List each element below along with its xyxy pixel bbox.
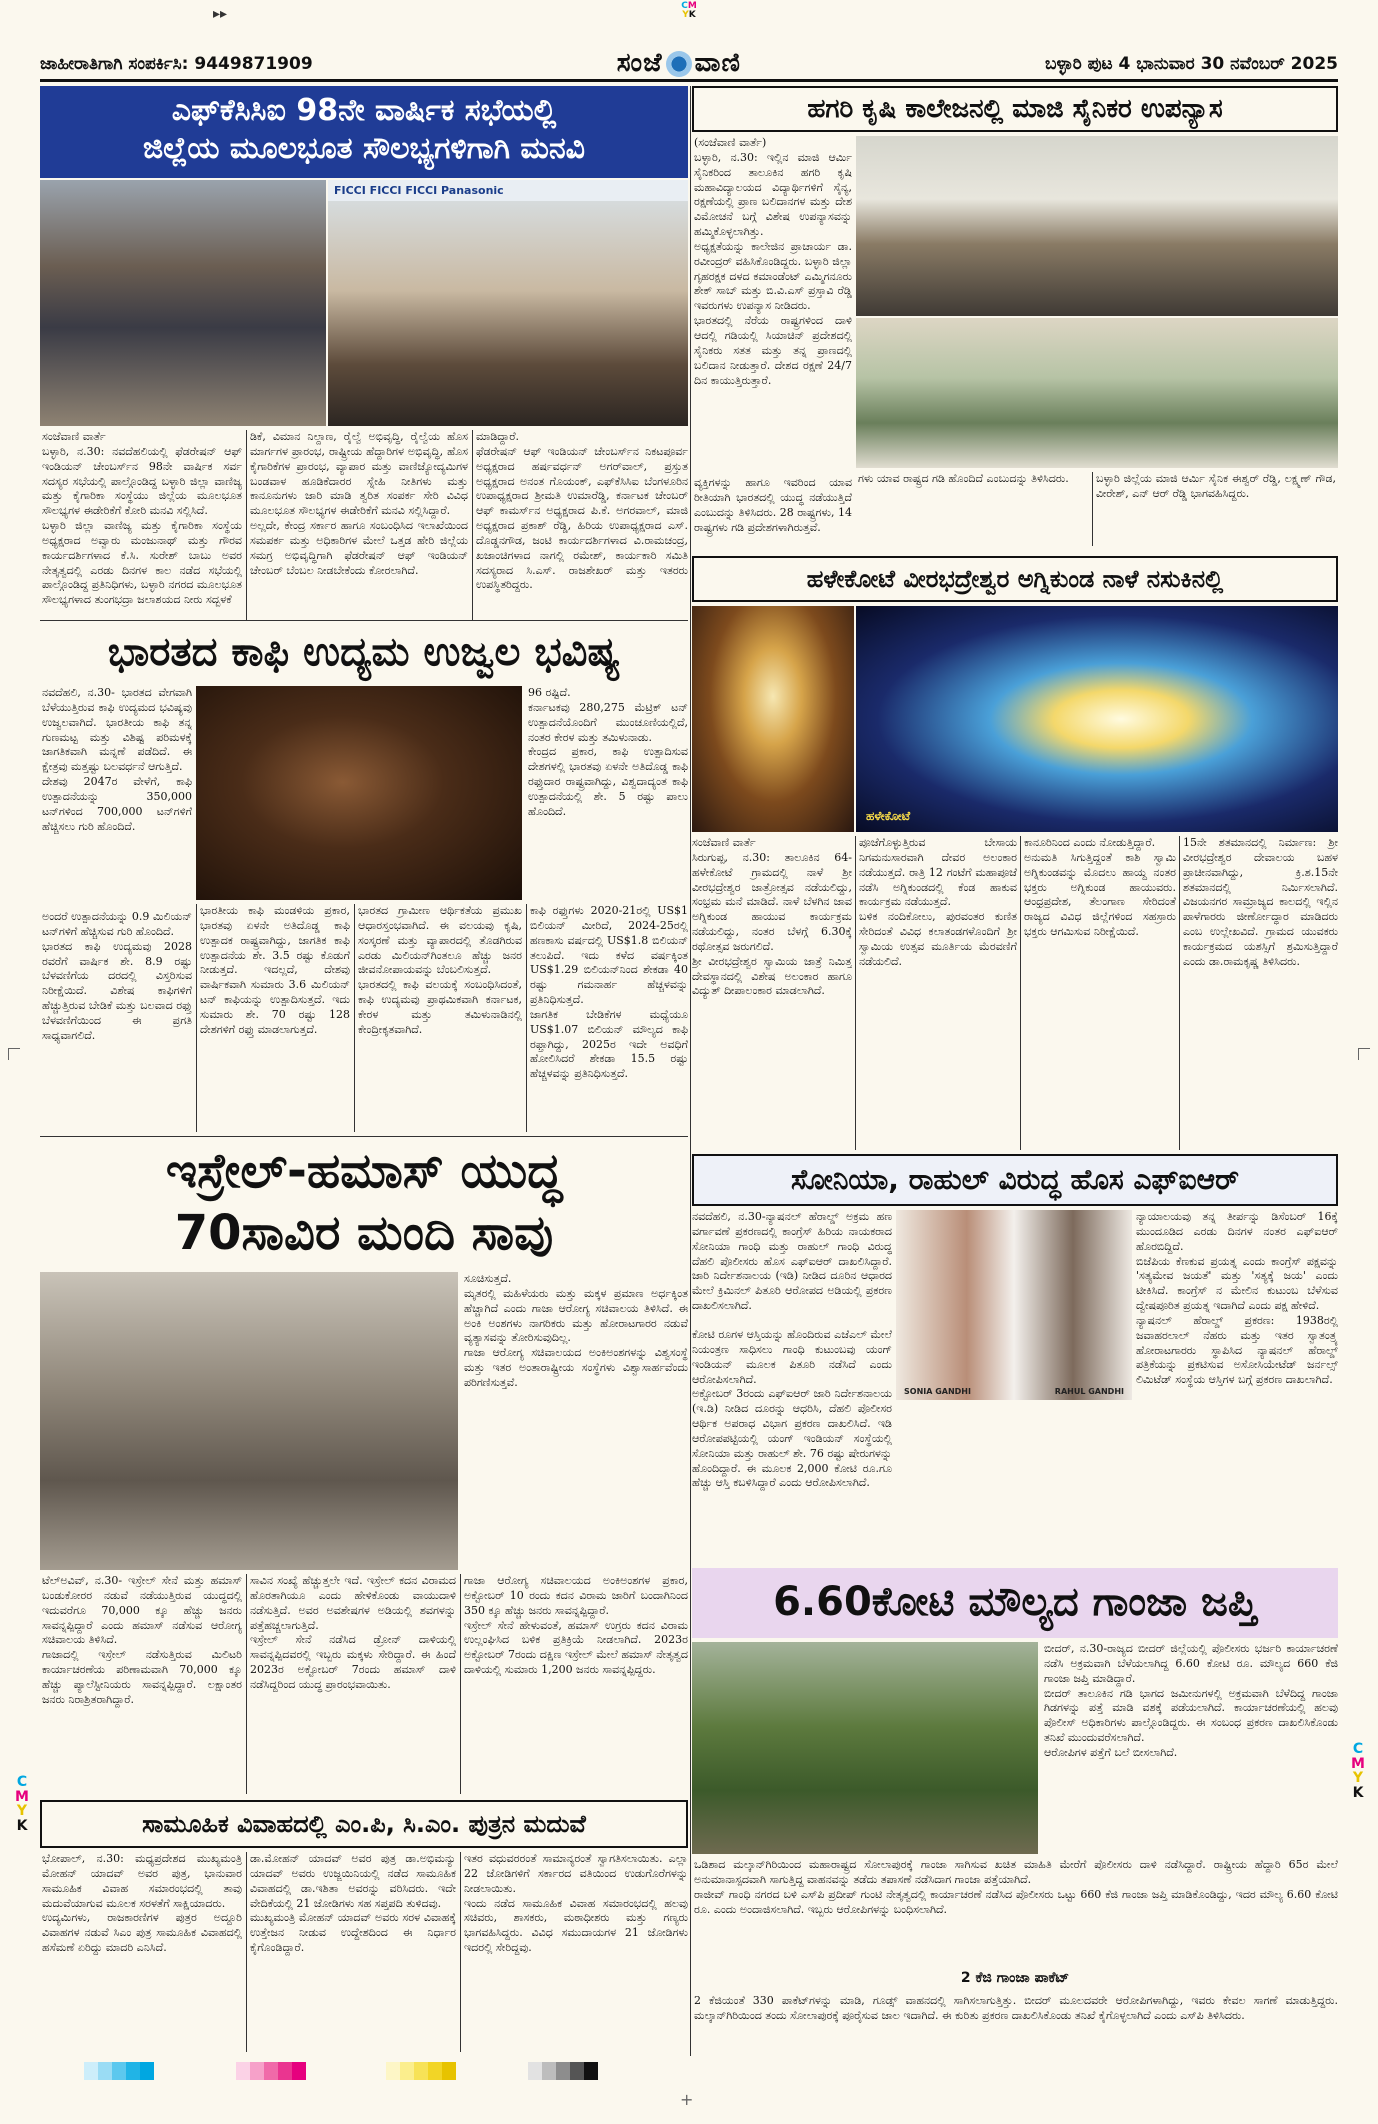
logo-left-text: ಸಂಜೆ	[616, 48, 663, 78]
israel-col-top: ಸೂಚಿಸುತ್ತದೆ. ಮೃತರಲ್ಲಿ ಮಹಿಳೆಯರು ಮತ್ತು ಮಕ್ಕಳ ಪ್ರಮಾಣ ಅರ್ಧಕ್ಕಿಂತ ಹೆಚ್ಚಾಗಿದೆ ಎಂದು ಗಾಜಾ ಆರೋಗ್ಯ ಸಚಿವಾಲಯ ತಿಳಿಸಿದೆ. ಈ ಅಂಕಿ ಅಂಶಗಳು ನಾಗರಿಕರು ಮತ್ತು ಹೋರಾಟಗಾರರ ನಡುವೆ ವ್ಯತ್ಯಾಸವನ್ನು ತೋರಿಸುವುದಿಲ್ಲ. ಗಾಜಾ ಆರೋಗ್ಯ ಸಚಿವಾಲಯದ ಅಂಕಿಅಂಶಗಳನ್ನು ವಿಶ್ವಸಂಸ್ಥೆ ಮತ್ತು ಇತರ ಅಂತಾರಾಷ್ಟ್ರೀಯ ಸಂಸ್ಥೆಗಳು ವಿಶ್ವಾಸಾರ್ಹವೆಂದು ಪರಿಗಣಿಸುತ್ತವೆ.	[464, 1272, 688, 1389]
wedding-col-1: ಭೋಪಾಲ್, ನ.30: ಮಧ್ಯಪ್ರದೇಶದ ಮುಖ್ಯಮಂತ್ರಿ ಮೋಹನ್ ಯಾದವ್ ಅವರ ಪುತ್ರ, ಭಾನುವಾರ ಸಾಮೂಹಿಕ ವಿವಾಹ ಸಮಾರಂಭದಲ್ಲಿ ತಾವು ಮದುವೆಯಾಗುವ ಮೂಲಕ ಸರಳತೆಗೆ ಸಾಕ್ಷಿಯಾದರು. ಉದ್ಯಮಿಗಳು, ರಾಜಕಾರಣಿಗಳ ಪುತ್ರರ ಅದ್ದೂರಿ ವಿವಾಹಗಳ ನಡುವೆ ಸಿಎಂ ಪುತ್ರ ಸಾಮೂಹಿಕ ವಿವಾಹದಲ್ಲಿ ಹಸೆಮಣೆ ಏರಿದ್ದು ಮಾದರಿ ಎನಿಸಿದೆ.	[42, 1852, 242, 1955]
coffee-col-bottom-2: ಭಾರತೀಯ ಕಾಫಿ ಮಂಡಳಿಯ ಪ್ರಕಾರ, ಭಾರತವು ಏಳನೇ ಅತಿದೊಡ್ಡ ಕಾಫಿ ಉತ್ಪಾದಕ ರಾಷ್ಟ್ರವಾಗಿದ್ದು, ಜಾಗತಿಕ ಕಾಫಿ ಉತ್ಪಾದನೆಯ ಶೇ. 3.5 ರಷ್ಟು ಕೊಡುಗೆ ನೀಡುತ್ತದೆ. ಇದಲ್ಲದೆ, ದೇಶವು ವಾರ್ಷಿಕವಾಗಿ ಸುಮಾರು 3.6 ಮಿಲಿಯನ್ ಟನ್ ಕಾಫಿಯನ್ನು ಉತ್ಪಾದಿಸುತ್ತದೆ. ಇದು ಸುಮಾರು ಶೇ. 70 ರಷ್ಟು 128 ದೇಶಗಳಿಗೆ ರಫ್ತು ಮಾಡಲಾಗುತ್ತದೆ.	[200, 904, 350, 1036]
column-rule	[460, 1852, 461, 2052]
column-rule	[246, 430, 247, 620]
israel-col-1: ಟೆಲ್‌ಅವಿವ್, ನ.30- ಇಸ್ರೇಲ್ ಸೇನೆ ಮತ್ತು ಹಮಾಸ್ ಬಂಡುಕೋರರ ನಡುವೆ ನಡೆಯುತ್ತಿರುವ ಯುದ್ಧದಲ್ಲಿ ಇದುವರೆಗೂ 70,000 ಕ್ಕೂ ಹೆಚ್ಚು ಜನರು ಸಾವನ್ನಪ್ಪಿದ್ದಾರೆ ಎಂದು ಹಮಾಸ್ ನಡೆಸುವ ಆರೋಗ್ಯ ಸಚಿವಾಲಯ ತಿಳಿಸಿದೆ. ಗಾಜಾದಲ್ಲಿ ಇಸ್ರೇಲ್ ನಡೆಸುತ್ತಿರುವ ಮಿಲಿಟರಿ ಕಾರ್ಯಾಚರಣೆಯ ಪರಿಣಾಮವಾಗಿ 70,000 ಕ್ಕೂ ಹೆಚ್ಚು ಪ್ಯಾಲೆಸ್ಟೀನಿಯರು ಸಾವನ್ನಪ್ಪಿದ್ದಾರೆ. ಲಕ್ಷಾಂತರ ಜನರು ನಿರಾಶ್ರಿತರಾಗಿದ್ದಾರೆ.	[42, 1574, 242, 1706]
temple-col-3: ಕಾನೂರಿನಿಂದ ಎಂದು ನೋಡುತ್ತಿದ್ದಾರೆ. ಅನುಮತಿ ಸಿಗುತ್ತಿದ್ದಂತೆ ಕಾಶಿ ಸ್ವಾಮಿ ಅಗ್ನಿಕುಂಡವನ್ನು ಮೊದಲು ಹಾಯ್ದ ನಂತರ ಭಕ್ತರು ಅಗ್ನಿಕುಂಡ ಹಾಯುವರು. ಆಂಧ್ರಪ್ರದೇಶ, ತೆಲಂಗಾಣ ಸೇರಿದಂತೆ ರಾಜ್ಯದ ವಿವಿಧ ಜಿಲ್ಲೆಗಳಿಂದ ಸಹಸ್ರಾರು ಭಕ್ತರು ಆಗಮಿಸುವ ನಿರೀಕ್ಷೆಯಿದೆ.	[1024, 836, 1176, 939]
fkcci-headline-line2: ಜಿಲ್ಲೆಯ ಮೂಲಭೂತ ಸೌಲಭ್ಯಗಳಿಗಾಗಿ ಮನವಿ	[142, 130, 585, 166]
wedding-headline: ಸಾಮೂಹಿಕ ವಿವಾಹದಲ್ಲಿ ಎಂ.ಪಿ, ಸಿ.ಎಂ. ಪುತ್ರನ ಮದುವೆ	[40, 1800, 688, 1848]
photo-label-sonia: SONIA GANDHI	[904, 1387, 971, 1396]
column-rule	[526, 904, 527, 1132]
fkcci-col-3: ಮಾಡಿದ್ದಾರೆ. ಫೆಡರೇಷನ್ ಆಫ್ ಇಂಡಿಯನ್ ಚೇಂಬರ್ಸ್‌ನ ನಿಕಟಪೂರ್ವ ಅಧ್ಯಕ್ಷರಾದ ಹರ್ಷವರ್ಧನ್ ಅಗರ್‌ವಾಲ್, ಪ್ರಸ್ತುತ ಅಧ್ಯಕ್ಷರಾದ ಅನಂತ ಗೊಯಂಕ್, ಎಫ್‌ಕೆಸಿಸಿಐ ಬೆಂಗಳೂರಿನ ಉಪಾಧ್ಯಕ್ಷರಾದ ಶ್ರೀಮತಿ ಉಮಾರೆಡ್ಡಿ, ಕರ್ನಾಟಕ ಚೇಂಬರ್ ಆಫ್ ಕಾಮರ್ಸ್‌ನ ಅಧ್ಯಕ್ಷರಾದ ಪಿ.ಕೆ. ಅಗರವಾಲ್, ಮಾಜಿ ಅಧ್ಯಕ್ಷರಾದ ಪ್ರಕಾಶ್ ರೆಡ್ಡಿ, ಹಿರಿಯ ಉಪಾಧ್ಯಕ್ಷರಾದ ಎಸ್. ದೊಡ್ಡನಗೌಡ, ಜಂಟಿ ಕಾರ್ಯದರ್ಶಿಗಳಾದ ವಿ.ರಾಮಚಂದ್ರ, ಖಜಾಂಚಿಗಳಾದ ನಾಗಲ್ಲಿ ರಮೇಶ್, ಕಾರ್ಯಕಾರಿ ಸಮಿತಿ ಸದಸ್ಯರಾದ ಸಿ.ಎಸ್. ರಾಜಶೇಖರ್ ಮತ್ತು ಇತರರು ಉಪಸ್ಥಿತರಿದ್ದರು.	[476, 430, 688, 592]
fkcci-photo-left	[40, 180, 326, 426]
newspaper-logo	[617, 48, 741, 79]
israel-rubble-photo	[40, 1272, 458, 1570]
photo-label-rahul: RAHUL GANDHI	[1054, 1387, 1124, 1396]
crosshair-icon	[8, 1048, 20, 1060]
dateline-place: ಬಳ್ಳಾರಿ	[1044, 53, 1082, 74]
color-bar-cyan	[84, 2062, 154, 2080]
column-rule	[460, 1574, 461, 1794]
temple-photo-caption: ಹಳೇಕೋಟೆ	[866, 809, 911, 823]
cmyk-y: Y	[1352, 1770, 1364, 1787]
sonia-rahul-photo	[896, 1210, 1132, 1400]
page-center-rule	[690, 86, 691, 2056]
ganja-field-photo	[692, 1642, 1038, 1854]
hagari-photo-bottom	[856, 318, 1338, 468]
temple-col-1: ಸಂಜೆವಾಣಿ ವಾರ್ತೆ ಸಿರುಗುಪ್ಪ, ನ.30: ತಾಲೂಕಿನ 64-ಹಳೇಕೋಟೆ ಗ್ರಾಮದಲ್ಲಿ ನಾಳೆ ಶ್ರೀ ವೀರಭದ್ರೇಶ್ವರ ಜಾತ್ರೋತ್ಸವ ನಡೆಯಲಿದ್ದು, ಸಂಭ್ರಮ ಮನೆ ಮಾಡಿದೆ. ನಾಳೆ ಬೆಳಗಿನ ಜಾವ ಅಗ್ನಿಕುಂಡ ಹಾಯುವ ಕಾರ್ಯಕ್ರಮ ನಡೆಯಲಿದ್ದು, ನಂತರ ಬೆಳಗ್ಗೆ 6.30ಕ್ಕೆ ರಥೋತ್ಸವ ಜರುಗಲಿದೆ. ಶ್ರೀ ವೀರಭದ್ರೇಶ್ವರ ಸ್ವಾಮಿಯ ಜಾತ್ರೆ ನಿಮಿತ್ತ ದೇವಸ್ಥಾನದಲ್ಲಿ ವಿಶೇಷ ಅಲಂಕಾರ ಹಾಗೂ ವಿದ್ಯುತ್ ದೀಪಾಲಂಕಾರ ಮಾಡಲಾಗಿದೆ.	[692, 836, 852, 998]
hagari-photo-top	[856, 136, 1338, 316]
cmyk-c: C	[16, 1774, 28, 1790]
crosshair-icon	[1358, 1048, 1370, 1060]
dateline-page: ಪುಟ 4	[1087, 53, 1131, 74]
color-bar-yellow	[386, 2062, 456, 2080]
section-rule	[40, 1136, 688, 1137]
hagari-col-right-2: ಬಳ್ಳಾರಿ ಜಿಲ್ಲೆಯ ಮಾಜಿ ಆರ್ಮಿ ಸೈನಿಕ ಈಶ್ವರ್ ರೆಡ್ಡಿ, ಲಕ್ಷ್ಮಣ್ ಗೌಡ, ವೀರೇಶ್, ಎನ್ ಆರ್ ರೆಡ್ಡಿ ಭಾಗವಹಿಸಿದ್ದರು.	[1096, 472, 1336, 500]
ganja-subhead: 2 ಕೆಜಿ ಗಾಂಜಾ ಪಾಕೆಟ್	[960, 1970, 1070, 1986]
left-cmyk-mark	[14, 1775, 30, 1834]
column-rule	[246, 1574, 247, 1794]
dateline-day: ಭಾನುವಾರ	[1136, 53, 1195, 74]
fkcci-col-2: ಡಿಕೆ, ವಿಮಾನ ನಿಲ್ದಾಣ, ರೈಲ್ವೆ ಅಭಿವೃದ್ಧಿ, ರೈಲ್ವೆಯ ಹೊಸ ಮಾರ್ಗಗಳ ಪ್ರಾರಂಭ, ರಾಷ್ಟ್ರೀಯ ಹೆದ್ದಾರಿಗಳ ಅಭಿವೃದ್ಧಿ, ಹೊಸ ಕೈಗಾರಿಕೆಗಳ ಪ್ರಾರಂಭ, ವ್ಯಾಪಾರ ಮತ್ತು ವಾಣಿಜ್ಯೋದ್ಯಮಿಗಳ ಬಂಡವಾಳ ಹೂಡಿಕೆದಾರರ ಸ್ನೇಹಿ ನೀತಿಗಳು ಮತ್ತು ಕಾನೂನುಗಳು ಜಾರಿ ಮಾಡಿ ತ್ವರಿತ ಸಂಪರ್ಕ ಸೇರಿ ವಿವಿಧ ಮೂಲಭೂತ ಸೌಲಭ್ಯಗಳ ಈಡೇರಿಕೆಗೆ ಮನವಿ ಸಲ್ಲಿಸಿದ್ದಾರೆ. ಅಲ್ಲದೇ, ಕೇಂದ್ರ ಸರ್ಕಾರ ಹಾಗೂ ಸಂಬಂಧಿಸಿದ ಇಲಾಖೆಯಿಂದ ಸಮಪರ್ಕ ಮತ್ತು ಅಧಿಕಾರಿಗಳ ಮೇಲೆ ಒತ್ತಡ ಹೇರಿ ಜಿಲ್ಲೆಯ ಸಮಗ್ರ ಅಭಿವೃದ್ಧಿಗಾಗಿ ಫೆಡರೇಷನ್ ಆಫ್ ಇಂಡಿಯನ್ ಚೇಂಬರ್ ಬೆಂಬಲ ನೀಡಬೇಕೆಂದು ಕೋರಲಾಗಿದೆ.	[250, 430, 468, 577]
fkcci-photo-right	[328, 180, 688, 426]
ganja-intro: ಬೀದರ್, ನ.30-ರಾಜ್ಯದ ಬೀದರ್ ಜಿಲ್ಲೆಯಲ್ಲಿ ಪೊಲೀಸರು ಭರ್ಜರಿ ಕಾರ್ಯಾಚರಣೆ ನಡೆಸಿ ಅಕ್ರಮವಾಗಿ ಬೆಳೆಯಲಾಗಿದ್ದ 6.60 ಕೋಟಿ ರೂ. ಮೌಲ್ಯದ 660 ಕೆಜಿ ಗಾಂಜಾ ಜಪ್ತಿ ಮಾಡಿದ್ದಾರೆ. ಬೀದರ್ ತಾಲೂಕಿನ ಗಡಿ ಭಾಗದ ಜಮೀನುಗಳಲ್ಲಿ ಅಕ್ರಮವಾಗಿ ಬೆಳೆದಿದ್ದ ಗಾಂಜಾ ಗಿಡಗಳನ್ನು ಪತ್ತೆ ಮಾಡಿ ವಶಕ್ಕೆ ಪಡೆಯಲಾಗಿದೆ. ಕಾರ್ಯಾಚರಣೆಯಲ್ಲಿ ಹಲವು ಪೊಲೀಸ್ ಅಧಿಕಾರಿಗಳು ಪಾಲ್ಗೊಂಡಿದ್ದರು. ಈ ಸಂಬಂಧ ಪ್ರಕರಣ ದಾಖಲಿಸಿಕೊಂಡು ತನಿಖೆ ಮುಂದುವರೆಸಲಾಗಿದೆ. ಆರೋಪಿಗಳ ಪತ್ತೆಗೆ ಬಲೆ ಬೀಸಲಾಗಿದೆ.	[1044, 1642, 1338, 1759]
fkcci-headline-line1: ಎಫ್‌ಕೆಸಿಸಿಐ 98ನೇ ವಾರ್ಷಿಕ ಸಭೆಯಲ್ಲಿ	[171, 93, 557, 128]
column-rule	[1020, 836, 1021, 1150]
column-rule	[246, 1852, 247, 2052]
coffee-photo	[196, 686, 522, 900]
israel-headline-line2: 70ಸಾವಿರ ಮಂದಿ ಸಾವು	[174, 1205, 554, 1261]
sonia-col-2: ನ್ಯಾಯಾಲಯವು ತನ್ನ ತೀರ್ಪನ್ನು ಡಿಸೆಂಬರ್ 16ಕ್ಕೆ ಮುಂದೂಡಿದ ಎರಡು ದಿನಗಳ ನಂತರ ಎಫ್‌ಐಆರ್ ಹೊರಬಿದ್ದಿದೆ. ಬಿಜೆಪಿಯ ಕೆಣಕುವ ಪ್ರಯತ್ನ ಎಂದು ಕಾಂಗ್ರೆಸ್ ಪಕ್ಷವನ್ನು 'ಸತ್ಯಮೇವ ಜಯತೆ' ಮತ್ತು 'ಸತ್ಯಕ್ಕೆ ಜಯ' ಎಂದು ಟೀಕಿಸಿದೆ. ಕಾಂಗ್ರೆಸ್ ನ ಮೇಲಿನ ಕುಟುಂಬ ಬೆಳೆಸುವ ದ್ವೇಷಪೂರಿತ ಪ್ರಯತ್ನ ಇದಾಗಿದೆ ಎಂದು ಪಕ್ಷ ಹೇಳಿದೆ. ನ್ಯಾಷನಲ್ ಹೆರಾಲ್ಡ್ ಪ್ರಕರಣ: 1938ರಲ್ಲಿ ಜವಾಹರಲಾಲ್ ನೆಹರು ಮತ್ತು ಇತರ ಸ್ವಾತಂತ್ರ್ಯ ಹೋರಾಟಗಾರರು ಸ್ಥಾಪಿಸಿದ ನ್ಯಾಷನಲ್ ಹೆರಾಲ್ಡ್ ಪತ್ರಿಕೆಯನ್ನು ಪ್ರಕಟಿಸುವ ಅಸೋಸಿಯೇಟೆಡ್ ಜರ್ನಲ್ಸ್ ಲಿಮಿಟೆಡ್ ಸಂಸ್ಥೆಯ ಆಸ್ತಿಗಳ ಬಗ್ಗೆ ಪ್ರಕರಣ ದಾಖಲಾಗಿದೆ.	[1136, 1210, 1338, 1387]
wedding-col-3: ಇತರ ವಧುವರರಂತೆ ಸಾಮಾನ್ಯರಂತೆ ಸ್ವಾಗತಿಸಲಾಯಿತು. ಎಲ್ಲಾ 22 ಜೋಡಿಗಳಿಗೆ ಸರ್ಕಾರದ ವತಿಯಿಂದ ಉಡುಗೊರೆಗಳನ್ನು ನೀಡಲಾಯಿತು. ಇಂದು ನಡೆದ ಸಾಮೂಹಿಕ ವಿವಾಹ ಸಮಾರಂಭದಲ್ಲಿ ಹಲವು ಸಚಿವರು, ಶಾಸಕರು, ಮಠಾಧೀಶರು ಮತ್ತು ಗಣ್ಯರು ಭಾಗವಹಿಸಿದ್ದರು. ವಿವಿಧ ಸಮುದಾಯಗಳ 21 ಜೋಡಿಗಳು ಇದರಲ್ಲಿ ಸೇರಿದ್ದವು.	[464, 1852, 688, 1955]
fkcci-photo-banner-text: FICCI FICCI FICCI Panasonic	[328, 180, 688, 201]
logo-globe-icon	[666, 51, 692, 77]
dateline	[1045, 54, 1338, 74]
section-rule	[40, 620, 688, 621]
hagari-col-intro: (ಸಂಜೆವಾಣಿ ವಾರ್ತೆ) ಬಳ್ಳಾರಿ, ನ.30: ಇಲ್ಲಿನ ಮಾಜಿ ಆರ್ಮಿ ಸೈನಿಕರಿಂದ ತಾಲೂಕಿನ ಹಗರಿ ಕೃಷಿ ಮಹಾವಿದ್ಯಾಲಯದ ವಿದ್ಯಾರ್ಥಿಗಳಿಗೆ ಸೈನ್ಯ, ರಕ್ಷಣೆಯಲ್ಲಿ ಪ್ರಾಣ ಬಲಿದಾನಗಳ ಮತ್ತು ದೇಶ ವಿಮೋಚನೆ ಬಗ್ಗೆ ವಿಶೇಷ ಉಪನ್ಯಾಸವನ್ನು ಹಮ್ಮಿಕೊಳ್ಳಲಾಗಿತ್ತು. ಅಧ್ಯಕ್ಷತೆಯನ್ನು ಕಾಲೇಜಿನ ಪ್ರಾಚಾರ್ಯ ಡಾ. ರವೀಂದ್ರರ್ ವಹಿಸಿಕೊಂಡಿದ್ದರು. ಬಳ್ಳಾರಿ ಜಿಲ್ಲಾ ಗೃಹರಕ್ಷಕ ದಳದ ಕಮಾಂಡೆಂಟ್ ಎಮ್ಮಿಗನೂರು ಶೇಕ್ ಸಾಬ್ ಮತ್ತು ಬಿ.ವಿ.ಎಸ್ ಪ್ರಸ್ತಾವಿ ರೆಡ್ಡಿ ಇವರುಗಳು ಉಪನ್ಯಾಸ ನೀಡಿದರು. ಭಾರತದಲ್ಲಿ ನೆರೆಯ ರಾಷ್ಟ್ರಗಳಿಂದ ದಾಳಿ ಆದಲ್ಲಿ ಗಡಿಯಲ್ಲಿ ಸಿಯಾಚಿನ್ ಪ್ರದೇಶದಲ್ಲಿ ಸೈನಿಕರು ಸತತ ಮತ್ತು ತನ್ನ ಪ್ರಾಣದಲ್ಲಿ ಬಲಿದಾನ ನೀಡುತ್ತಾರೆ. ದೇಶದ ರಕ್ಷಣೆ 24/7 ದಿನ ಕಾಯುತ್ತಿರುತ್ತಾರೆ.	[694, 136, 852, 387]
temple-idol-photo	[692, 606, 854, 832]
coffee-col-top-right: 96 ರಷ್ಟಿದೆ. ಕರ್ನಾಟಕವು 280,275 ಮೆಟ್ರಿಕ್ ಟನ್ ಉತ್ಪಾದನೆಯೊಂದಿಗೆ ಮುಂಚೂಣಿಯಲ್ಲಿದೆ, ನಂತರ ಕೇರಳ ಮತ್ತು ತಮಿಳುನಾಡು. ಕೇಂದ್ರದ ಪ್ರಕಾರ, ಕಾಫಿ ಉತ್ಪಾದಿಸುವ ದೇಶಗಳಲ್ಲಿ ಭಾರತವು ಏಳನೇ ಅತಿದೊಡ್ಡ ಕಾಫಿ ರಫ್ತುದಾರ ರಾಷ್ಟ್ರವಾಗಿದ್ದು, ವಿಶ್ವದಾದ್ಯಂತ ಕಾಫಿ ಉತ್ಪಾದನೆಯಲ್ಲಿ ಶೇ. 5 ರಷ್ಟು ಪಾಲು ಹೊಂದಿದೆ.	[528, 686, 688, 818]
israel-headline	[40, 1140, 688, 1268]
fkcci-col-1: ಸಂಜೆವಾಣಿ ವಾರ್ತೆ ಬಳ್ಳಾರಿ, ನ.30: ನವದೆಹಲಿಯಲ್ಲಿ ಫೆಡರೇಷನ್ ಆಫ್ ಇಂಡಿಯನ್ ಚೇಂಬರ್ಸ್‌ನ 98ನೇ ವಾರ್ಷಿಕ ಸರ್ವ ಸದಸ್ಯರ ಸಭೆಯಲ್ಲಿ ಪಾಲ್ಗೊಂಡಿದ್ದ ಬಳ್ಳಾರಿ ಜಿಲ್ಲಾ ವಾಣಿಜ್ಯ ಮತ್ತು ಕೈಗಾರಿಕಾ ಸಂಸ್ಥೆಯು ಜಿಲ್ಲೆಯ ಮೂಲಭೂತ ಸೌಲಭ್ಯಗಳ ಈಡೇರಿಕೆಗೆ ಕೋರಿ ಮನವಿ ಸಲ್ಲಿಸಿದೆ. ಬಳ್ಳಾರಿ ಜಿಲ್ಲಾ ವಾಣಿಜ್ಯ ಮತ್ತು ಕೈಗಾರಿಕಾ ಸಂಸ್ಥೆಯ ಅಧ್ಯಕ್ಷರಾದ ಅವ್ವಾರು ಮಂಜುನಾಥ್ ಮತ್ತು ಗೌರವ ಕಾರ್ಯದರ್ಶಿಗಳಾದ ಕೆ.ಸಿ. ಸುರೇಶ್ ಬಾಬು ಅವರ ನೇತೃತ್ವದಲ್ಲಿ ಎರಡು ದಿನಗಳ ಕಾಲ ನಡೆದ ಸಭೆಯಲ್ಲಿ ಪಾಲ್ಗೊಂಡಿದ್ದ ಪ್ರತಿನಿಧಿಗಳು, ಬಳ್ಳಾರಿ ನಗರದ ಮೂಲಭೂತ ಸೌಲಭ್ಯಗಳಾದ ತುಂಗಭದ್ರಾ ಜಲಾಶಯದ ನೀರು ಸದ್ಬಳಕೆ	[42, 430, 242, 607]
hagari-headline: ಹಗರಿ ಕೃಷಿ ಕಾಲೇಜನಲ್ಲಿ ಮಾಜಿ ಸೈನಿಕರ ಉಪನ್ಯಾಸ	[692, 86, 1338, 132]
ganja-tail: 2 ಕೆಜಿಯಂತೆ 330 ಪಾಕೆಟ್‌ಗಳನ್ನು ಮಾಡಿ, ಗೂಡ್ಸ್ ವಾಹನದಲ್ಲಿ ಸಾಗಿಸಲಾಗುತ್ತಿತ್ತು. ಬೀದರ್ ಮೂಲದವರೇ ಆರೋಪಿಗಳಾಗಿದ್ದು, ಇವರು ಕೇವಲ ಸಾಗಣೆ ಮಾಡುತ್ತಿದ್ದರು. ಮಲ್ಕಾನ್‌ಗಿರಿಯಿಂದ ತಂದು ಸೋಲಾಪುರಕ್ಕೆ ಪೂರೈಸುವ ಜಾಲ ಇದಾಗಿದೆ. ಈ ಕುರಿತು ಪ್ರಕರಣ ದಾಖಲಿಸಿಕೊಂಡು ತನಿಖೆ ಕೈಗೊಳ್ಳಲಾಗಿದೆ ಎಂದು ಎಸ್‌ಪಿ ತಿಳಿಸಿದರು.	[694, 1994, 1338, 2022]
cmyk-c: C	[1352, 1741, 1364, 1757]
color-bar-black	[528, 2062, 598, 2080]
dateline-date: 30 ನವೆಂಬರ್ 2025	[1200, 53, 1338, 74]
temple-col-4: 15ನೇ ಶತಮಾನದಲ್ಲಿ ನಿರ್ಮಾಣ: ಶ್ರೀ ವೀರಭದ್ರೇಶ್ವರ ದೇವಾಲಯ ಬಹಳ ಪ್ರಾಚೀನವಾಗಿದ್ದು, ಕ್ರಿ.ಶ.15ನೇ ಶತಮಾನದಲ್ಲಿ ನಿರ್ಮಿಸಲಾಗಿದೆ. ವಿಜಯನಗರ ಸಾಮ್ರಾಜ್ಯದ ಕಾಲದಲ್ಲಿ ಇಲ್ಲಿನ ಪಾಳೆಗಾರರು ಜೀರ್ಣೋದ್ಧಾರ ಮಾಡಿದರು ಎಂಬ ಉಲ್ಲೇಖವಿದೆ. ಗ್ರಾಮದ ಯುವಕರು ಕಾರ್ಯಕ್ರಮದ ಯಶಸ್ಸಿಗೆ ಶ್ರಮಿಸುತ್ತಿದ್ದಾರೆ ಎಂದು ಡಾ.ರಾಮಕೃಷ್ಣ ತಿಳಿಸಿದರು.	[1183, 836, 1338, 968]
crop-mark-icon: ▸▸	[213, 6, 228, 22]
sonia-col-3-a: ಕೋಟಿ ರೂಗಳ ಆಸ್ತಿಯನ್ನು ಹೊಂದಿರುವ ಎಜೆಎಲ್ ಮೇಲೆ ನಿಯಂತ್ರಣ ಸಾಧಿಸಲು ಗಾಂಧಿ ಕುಟುಂಬವು ಯಂಗ್ ಇಂಡಿಯನ್ ಮೂಲಕ ಪಿತೂರಿ ನಡೆಸಿದೆ ಎಂದು ಆರೋಪಿಸಲಾಗಿದೆ. ಅಕ್ಟೋಬರ್ 3ರಂದು ಎಫ್‌ಐಆರ್ ಜಾರಿ ನಿರ್ದೇಶನಾಲಯ (ಇ.ಡಿ) ನೀಡಿದ ದೂರನ್ನು ಆಧರಿಸಿ, ದೆಹಲಿ ಪೊಲೀಸರ ಆರ್ಥಿಕ ಅಪರಾಧ ವಿಭಾಗ ಪ್ರಕರಣ ದಾಖಲಿಸಿದೆ. ಇಡಿ ಆರೋಪಪಟ್ಟಿಯಲ್ಲಿ ಯಂಗ್ ಇಂಡಿಯನ್ ಸಂಸ್ಥೆಯಲ್ಲಿ ಸೋನಿಯಾ ಮತ್ತು ರಾಹುಲ್ ಶೇ. 76 ರಷ್ಟು ಷೇರುಗಳನ್ನು ಹೊಂದಿದ್ದಾರೆ. ಈ ಮೂಲಕ 2,000 ಕೋಟಿ ರೂ.ಗೂ ಹೆಚ್ಚು ಆಸ್ತಿ ಕಬಳಿಸಿದ್ದಾರೆ ಎಂದು ಆರೋಪಿಸಲಾಗಿದೆ.	[692, 1328, 892, 1490]
logo-right-text: ವಾಣಿ	[694, 48, 741, 78]
sonia-col-1: ನವದೆಹಲಿ, ನ.30-ನ್ಯಾಷನಲ್ ಹೆರಾಲ್ಡ್ ಅಕ್ರಮ ಹಣ ವರ್ಗಾವಣೆ ಪ್ರಕರಣದಲ್ಲಿ ಕಾಂಗ್ರೆಸ್ ಹಿರಿಯ ನಾಯಕರಾದ ಸೋನಿಯಾ ಗಾಂಧಿ ಮತ್ತು ರಾಹುಲ್ ಗಾಂಧಿ ವಿರುದ್ಧ ದೆಹಲಿ ಪೊಲೀಸರು ಹೊಸ ಎಫ್‌ಐಆರ್ ದಾಖಲಿಸಿದ್ದಾರೆ. ಜಾರಿ ನಿರ್ದೇಶನಾಲಯ (ಇಡಿ) ನೀಡಿದ ದೂರಿನ ಆಧಾರದ ಮೇಲೆ ಕ್ರಿಮಿನಲ್ ಪಿತೂರಿ ಆರೋಪದ ಅಡಿಯಲ್ಲಿ ಪ್ರಕರಣ ದಾಖಲಿಸಲಾಗಿದೆ.	[692, 1210, 892, 1313]
cmyk-registration-mark: CM YK	[681, 1, 697, 20]
ganja-headline: 6.60ಕೋಟಿ ಮೌಲ್ಯದ ಗಾಂಜಾ ಜಪ್ತಿ	[692, 1568, 1338, 1638]
column-rule	[855, 836, 856, 1150]
coffee-col-bottom-3: ಭಾರತದ ಗ್ರಾಮೀಣ ಆರ್ಥಿಕತೆಯ ಪ್ರಮುಖ ಆಧಾರಸ್ತಂಭವಾಗಿದೆ. ಈ ವಲಯವು ಕೃಷಿ, ಸಂಸ್ಕರಣೆ ಮತ್ತು ವ್ಯಾಪಾರದಲ್ಲಿ ತೊಡಗಿರುವ ಎರಡು ಮಿಲಿಯನ್‌ಗಿಂತಲೂ ಹೆಚ್ಚು ಜನರ ಜೀವನೋಪಾಯವನ್ನು ಬೆಂಬಲಿಸುತ್ತದೆ. ಭಾರತದಲ್ಲಿ ಕಾಫಿ ವಲಯಕ್ಕೆ ಸಂಬಂಧಿಸಿದಂತೆ, ಕಾಫಿ ಉದ್ಯಮವು ಪ್ರಾಥಮಿಕವಾಗಿ ಕರ್ನಾಟಕ, ಕೇರಳ ಮತ್ತು ತಮಿಳುನಾಡಿನಲ್ಲಿ ಕೇಂದ್ರೀಕೃತವಾಗಿದೆ.	[358, 904, 522, 1036]
hagari-col-right-1: ಗಳು ಯಾವ ರಾಷ್ಟ್ರದ ಗಡಿ ಹೊಂದಿದೆ ಎಂಬುದನ್ನು ತಿಳಿಸಿದರು.	[858, 472, 1069, 485]
coffee-col-bottom-4: ಕಾಫಿ ರಫ್ತುಗಳು 2020-21ರಲ್ಲಿ US$1 ಬಿಲಿಯನ್ ಮೀರಿದೆ, 2024-25ರಲ್ಲಿ ಹಣಕಾಸು ವರ್ಷದಲ್ಲಿ US$1.8 ಬಿಲಿಯನ್ ತಲುಪಿದೆ. ಇದು ಕಳೆದ ವರ್ಷಕ್ಕಿಂತ US$1.29 ಬಿಲಿಯನ್‌ನಿಂದ ಶೇಕಡಾ 40 ರಷ್ಟು ಗಮನಾರ್ಹ ಹೆಚ್ಚಳವನ್ನು ಪ್ರತಿನಿಧಿಸುತ್ತದೆ. ಜಾಗತಿಕ ಬೇಡಿಕೆಗಳ ಮಧ್ಯೆಯೂ US$1.07 ಬಿಲಿಯನ್ ಮೌಲ್ಯದ ಕಾಫಿ ರಫ್ತಾಗಿದ್ದು, 2025ರ ಇದೇ ಅವಧಿಗೆ ಹೋಲಿಸಿದರೆ ಶೇಕಡಾ 15.5 ರಷ್ಟು ಹೆಚ್ಚಳವನ್ನು ಪ್ರತಿನಿಧಿಸುತ್ತದೆ.	[530, 904, 688, 1081]
coffee-col-top-left: ನವದೆಹಲಿ, ನ.30- ಭಾರತದ ವೇಗವಾಗಿ ಬೆಳೆಯುತ್ತಿರುವ ಕಾಫಿ ಉದ್ಯಮದ ಭವಿಷ್ಯವು ಉಜ್ವಲವಾಗಿದೆ. ಭಾರತೀಯ ಕಾಫಿ ತನ್ನ ಗುಣಮಟ್ಟ ಮತ್ತು ವಿಶಿಷ್ಟ ಪರಿಮಳಕ್ಕೆ ಜಾಗತಿಕವಾಗಿ ಮನ್ನಣೆ ಪಡೆದಿದೆ. ಈ ಕ್ಷೇತ್ರವು ಮತ್ತಷ್ಟು ಬಲವರ್ಧನೆ ಆಗುತ್ತಿದೆ. ದೇಶವು 2047ರ ವೇಳೆಗೆ, ಕಾಫಿ ಉತ್ಪಾದನೆಯನ್ನು 350,000 ಟನ್‌ಗಳಿಂದ 700,000 ಟನ್‌ಗಳಿಗೆ ಹೆಚ್ಚಿಸಲು ಗುರಿ ಹೊಂದಿದೆ.	[42, 686, 192, 833]
cmyk-k: K	[1352, 1785, 1364, 1802]
right-cmyk-mark	[1350, 1742, 1366, 1801]
cmyk-m: M	[15, 1788, 29, 1805]
column-rule	[472, 430, 473, 620]
hagari-col-mid: ವ್ಯಕ್ತಿಗಳನ್ನು ಹಾಗೂ ಇವರಿಂದ ಯಾವ ರೀತಿಯಾಗಿ ಭಾರತದಲ್ಲಿ ಯುದ್ಧ ನಡೆಯುತ್ತಿದೆ ಎಂಬುದನ್ನು ತಿಳಿಸಿದರು. 28 ರಾಷ್ಟ್ರಗಳು, 14 ರಾಷ್ಟ್ರಗಳು ಗಡಿ ಪ್ರದೇಶಗಳಾಗಿರುತ್ತವೆ.	[694, 476, 852, 534]
crosshair-icon: +	[680, 2090, 694, 2109]
sonia-headline: ಸೋನಿಯಾ, ರಾಹುಲ್ ವಿರುದ್ಧ ಹೊಸ ಎಫ್‌ಐಆರ್	[692, 1154, 1338, 1206]
coffee-col-bottom-1: ಅಂದರೆ ಉತ್ಪಾದನೆಯನ್ನು 0.9 ಮಿಲಿಯನ್ ಟನ್‌ಗಳಿಗೆ ಹೆಚ್ಚಿಸುವ ಗುರಿ ಹೊಂದಿದೆ. ಭಾರತದ ಕಾಫಿ ಉದ್ಯಮವು 2028 ರವರೆಗೆ ವಾರ್ಷಿಕ ಶೇ. 8.9 ರಷ್ಟು ಬೆಳವಣಿಗೆಯ ದರದಲ್ಲಿ ವಿಸ್ತರಿಸುವ ನಿರೀಕ್ಷೆಯಿದೆ. ವಿಶೇಷ ಕಾಫಿಗಳಿಗೆ ಹೆಚ್ಚುತ್ತಿರುವ ಬೇಡಿಕೆ ಮತ್ತು ಬಲವಾದ ರಫ್ತು ಬೆಳವಣಿಗೆಯಿಂದ ಈ ಪ್ರಗತಿ ಸಾಧ್ಯವಾಗಲಿದೆ.	[42, 910, 192, 1042]
wedding-col-2: ಡಾ.ಮೋಹನ್ ಯಾದವ್ ಅವರ ಪುತ್ರ ಡಾ.ಅಭಿಮನ್ಯು ಯಾದವ್ ಅವರು ಉಜ್ಜಯಿನಿಯಲ್ಲಿ ನಡೆದ ಸಾಮೂಹಿಕ ವಿವಾಹದಲ್ಲಿ ಡಾ.ಇಶಿತಾ ಅವರನ್ನು ವರಿಸಿದರು. ಇದೇ ವೇದಿಕೆಯಲ್ಲಿ 21 ಜೋಡಿಗಳು ಸಹ ಸಪ್ತಪದಿ ತುಳಿದವು. ಮುಖ್ಯಮಂತ್ರಿ ಮೋಹನ್ ಯಾದವ್ ಅವರು ಸರಳ ವಿವಾಹಕ್ಕೆ ಉತ್ತೇಜನ ನೀಡುವ ಉದ್ದೇಶದಿಂದ ಈ ನಿರ್ಧಾರ ಕೈಗೊಂಡಿದ್ದಾರೆ.	[250, 1852, 456, 1955]
column-rule	[196, 904, 197, 1132]
temple-headline: ಹಳೇಕೋಟೆ ವೀರಭದ್ರೇಶ್ವರ ಅಗ್ನಿಕುಂಡ ನಾಳೆ ನಸುಕಿನಲ್ಲಿ	[692, 556, 1338, 602]
color-bar-magenta	[236, 2062, 306, 2080]
column-rule	[1092, 472, 1093, 546]
israel-col-2: ಸಾವಿನ ಸಂಖ್ಯೆ ಹೆಚ್ಚುತ್ತಲೇ ಇದೆ. ಇಸ್ರೇಲ್ ಕದನ ವಿರಾಮದ ಹೊರತಾಗಿಯೂ ಎಂದು ಹೇಳಿಕೊಂಡು ವಾಯುದಾಳಿ ನಡೆಸುತ್ತಿದೆ. ಅವರ ಅವಶೇಷಗಳ ಅಡಿಯಲ್ಲಿ ಶವಗಳನ್ನು ಪತ್ತೆಹಚ್ಚಲಾಗುತ್ತಿದೆ. ಇಸ್ರೇಲ್ ಸೇನೆ ನಡೆಸಿದ ಡ್ರೋನ್ ದಾಳಿಯಲ್ಲಿ ಸಾವನ್ನಪ್ಪಿದವರಲ್ಲಿ ಇಬ್ಬರು ಮಕ್ಕಳು ಸೇರಿದ್ದಾರೆ. ಈ ಹಿಂದೆ 2023ರ ಅಕ್ಟೋಬರ್ 7ರಂದು ಹಮಾಸ್ ದಾಳಿ ನಡೆಸಿದ್ದರಿಂದ ಯುದ್ಧ ಪ್ರಾರಂಭವಾಯಿತು.	[250, 1574, 456, 1691]
temple-col-2: ಪೂಜೆಗೊಳ್ಳುತ್ತಿರುವ ಬೇಸಾಯ ನಿಗಮನುಸಾರವಾಗಿ ದೇವರ ಅಲಂಕಾರ ನಡೆಯುತ್ತದೆ. ರಾತ್ರಿ 12 ಗಂಟೆಗೆ ಮಹಾಪೂಜೆ ನಡೆಸಿ ಅಗ್ನಿಕುಂಡದಲ್ಲಿ ಕೆಂಡ ಹಾಕುವ ಕಾರ್ಯಕ್ರಮ ನಡೆಯುತ್ತದೆ. ಬಳಿಕ ನಂದಿಕೋಲು, ಪುರವಂತರ ಕುಣಿತ ಸೇರಿದಂತೆ ವಿವಿಧ ಕಲಾತಂಡಗಳೊಂದಿಗೆ ಶ್ರೀ ಸ್ವಾಮಿಯ ಉತ್ಸವ ಮೂರ್ತಿಯ ಮೆರವಣಿಗೆ ನಡೆಯಲಿದೆ.	[859, 836, 1017, 968]
column-rule	[1179, 836, 1180, 1150]
cmyk-k: K	[16, 1818, 28, 1835]
cmyk-y: Y	[16, 1803, 28, 1820]
cmyk-m: M	[1351, 1755, 1365, 1772]
israel-headline-line1: ಇಸ್ರೇಲ್-ಹಮಾಸ್ ಯುದ್ಧ	[165, 1143, 563, 1199]
masthead	[40, 48, 1338, 82]
column-rule	[354, 904, 355, 1132]
israel-col-3: ಗಾಜಾ ಆರೋಗ್ಯ ಸಚಿವಾಲಯದ ಅಂಕಿಅಂಶಗಳ ಪ್ರಕಾರ, ಅಕ್ಟೋಬರ್ 10 ರಂದು ಕದನ ವಿರಾಮ ಜಾರಿಗೆ ಬಂದಾಗಿನಿಂದ 350 ಕ್ಕೂ ಹೆಚ್ಚು ಜನರು ಸಾವನ್ನಪ್ಪಿದ್ದಾರೆ. ಇಸ್ರೇಲ್ ಸೇನೆ ಹೇಳುವಂತೆ, ಹಮಾಸ್ ಉಗ್ರರು ಕದನ ವಿರಾಮ ಉಲ್ಲಂಘಿಸಿದ ಬಳಿಕ ಪ್ರತಿಕ್ರಿಯೆ ನೀಡಲಾಗಿದೆ. 2023ರ ಅಕ್ಟೋಬರ್ 7ರಂದು ದಕ್ಷಿಣ ಇಸ್ರೇಲ್ ಮೇಲೆ ಹಮಾಸ್ ನೇತೃತ್ವದ ದಾಳಿಯಲ್ಲಿ ಸುಮಾರು 1,200 ಜನರು ಸಾವನ್ನಪ್ಪಿದ್ದರು.	[464, 1574, 688, 1677]
coffee-headline: ಭಾರತದ ಕಾಫಿ ಉದ್ಯಮ ಉಜ್ವಲ ಭವಿಷ್ಯ	[107, 629, 621, 675]
temple-lit-photo	[856, 606, 1338, 832]
fkcci-headline	[40, 86, 688, 178]
ganja-body: ಒಡಿಶಾದ ಮಲ್ಕಾನ್‌ಗಿರಿಯಿಂದ ಮಹಾರಾಷ್ಟ್ರದ ಸೋಲಾಪುರಕ್ಕೆ ಗಾಂಜಾ ಸಾಗಿಸುವ ಖಚಿತ ಮಾಹಿತಿ ಮೇರೆಗೆ ಪೊಲೀಸರು ದಾಳಿ ನಡೆಸಿದ್ದಾರೆ. ರಾಷ್ಟ್ರೀಯ ಹೆದ್ದಾರಿ 65ರ ಮೇಲೆ ಅನುಮಾನಾಸ್ಪದವಾಗಿ ಸಾಗುತ್ತಿದ್ದ ವಾಹನವನ್ನು ತಡೆದು ತಪಾಸಣೆ ನಡೆಸಿದಾಗ ಗಾಂಜಾ ಪತ್ತೆಯಾಗಿದೆ. ರಾಜೀವ್ ಗಾಂಧಿ ನಗರದ ಬಳಿ ಎಸ್‌ಪಿ ಪ್ರದೀಪ್ ಗುಂಟಿ ನೇತೃತ್ವದಲ್ಲಿ ಕಾರ್ಯಾಚರಣೆ ನಡೆಸಿದ ಪೊಲೀಸರು ಒಟ್ಟು 660 ಕೆಜಿ ಗಾಂಜಾ ಜಪ್ತಿ ಮಾಡಿಕೊಂಡಿದ್ದು, ಇದರ ಮೌಲ್ಯ 6.60 ಕೋಟಿ ರೂ. ಎಂದು ಅಂದಾಜಿಸಲಾಗಿದೆ. ಇಬ್ಬರು ಆರೋಪಿಗಳನ್ನು ಬಂಧಿಸಲಾಗಿದೆ.	[694, 1858, 1338, 1916]
ad-contact: ಜಾಹೀರಾತಿಗಾಗಿ ಸಂಪರ್ಕಿಸಿ: 9449871909	[40, 53, 313, 74]
